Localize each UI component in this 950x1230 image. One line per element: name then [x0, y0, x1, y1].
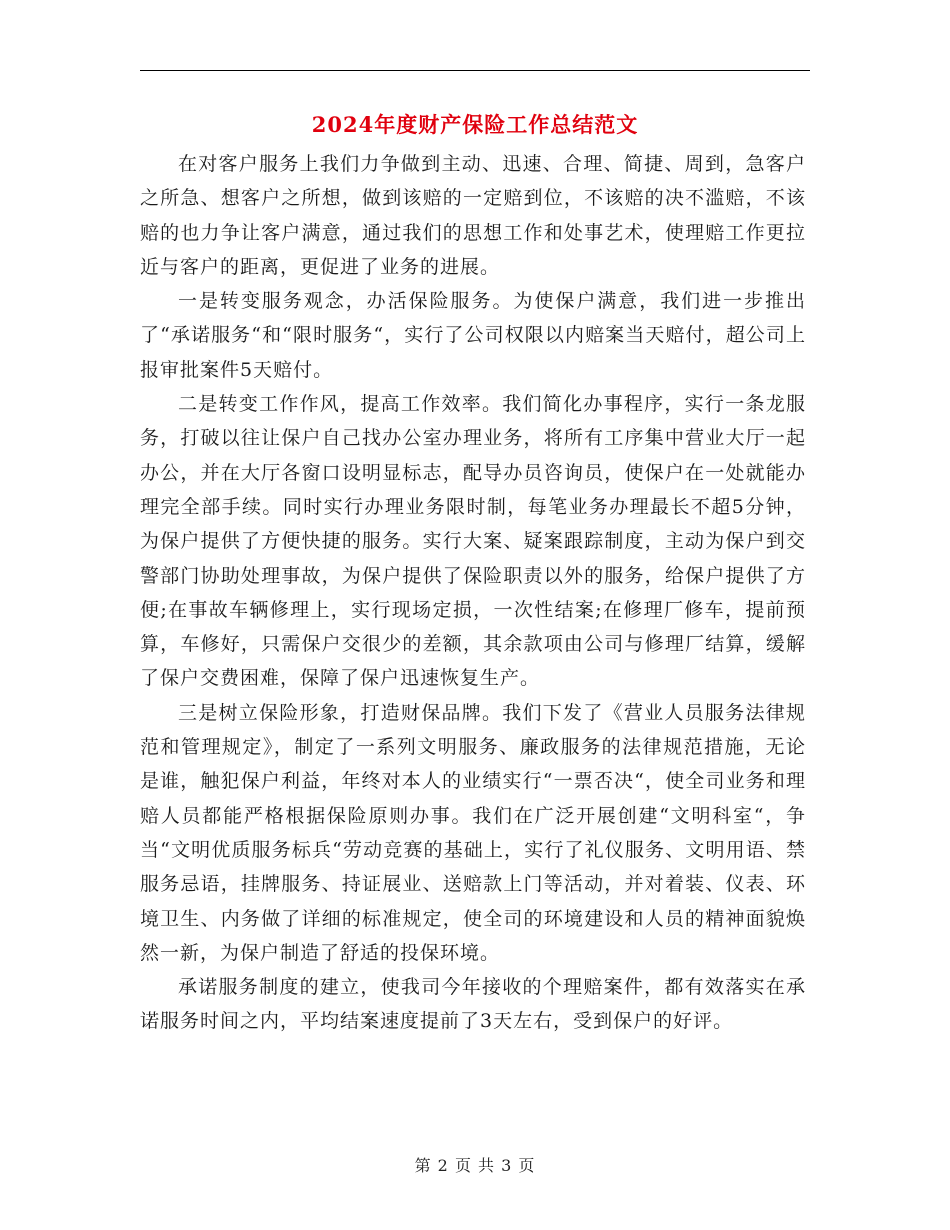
paragraph-work-style: 二是转变工作作风，提高工作效率。我们简化办事程序，实行一条龙服务，打破以往让保户自己找办公室办理业务，将所有工序集中营业大厅一起办公，并在大厅各窗口设明显标志，配导办员咨询员，使保户在一处就能办理完全部手续。同时实行办理业务限时制，每笔业务办理最长不超5分钟，为保户提供了方便快捷的服务。实行大案、疑案跟踪制度，主动为保户到交警部门协助处理事故，为保户提供了保险职责以外的服务，给保户提供了方便;在事故车辆修理上，实行现场定损，一次性结案;在修理厂修车，提前预算，车修好，只需保户交很少的差额，其余款项由公司与修理厂结算，缓解了保户交费困难，保障了保户迅速恢复生产。: [140, 393, 806, 690]
paragraph-customer-service: 在对客户服务上我们力争做到主动、迅速、合理、简捷、周到，急客户之所急、想客户之所想，做到该赔的一定赔到位，不该赔的决不滥赔，不该赔的也力争让客户满意，通过我们的思想工作和处事艺术，使理赔工作更拉近与客户的距离，更促进了业务的进展。: [140, 153, 806, 278]
paragraph-service-concept: 一是转变服务观念，办活保险服务。为使保户满意，我们进一步推出了“承诺服务“和“限时服务“，实行了公司权限以内赔案当天赔付，超公司上报审批案件5天赔付。: [140, 290, 806, 381]
document-body: [140, 147, 806, 1039]
paragraph-brand-image: 三是树立保险形象，打造财保品牌。我们下发了《营业人员服务法律规范和管理规定》，制定了一系列文明服务、廉政服务的法律规范措施，无论是谁，触犯保户利益，年终对本人的业绩实行“一票否决“，使全司业务和理赔人员都能严格根据保险原则办事。我们在广泛开展创建“文明科室“，争当“文明优质服务标兵“劳动竞赛的基础上，实行了礼仪服务、文明用语、禁服务忌语，挂牌服务、持证展业、送赔款上门等活动，并对着装、仪表、环境卫生、内务做了详细的标准规定，使全司的环境建设和人员的精神面貌焕然一新，为保户制造了舒适的投保环境。: [140, 701, 806, 964]
paragraph-commitment-result: 承诺服务制度的建立，使我司今年接收的个理赔案件，都有效落实在承诺服务时间之内，平均结案速度提前了3天左右，受到保户的好评。: [140, 976, 806, 1033]
document-title: 2024年度财产保险工作总结范文: [311, 112, 639, 137]
header-rule: [140, 70, 810, 71]
page-number: 第 2 页 共 3 页: [414, 1156, 536, 1175]
